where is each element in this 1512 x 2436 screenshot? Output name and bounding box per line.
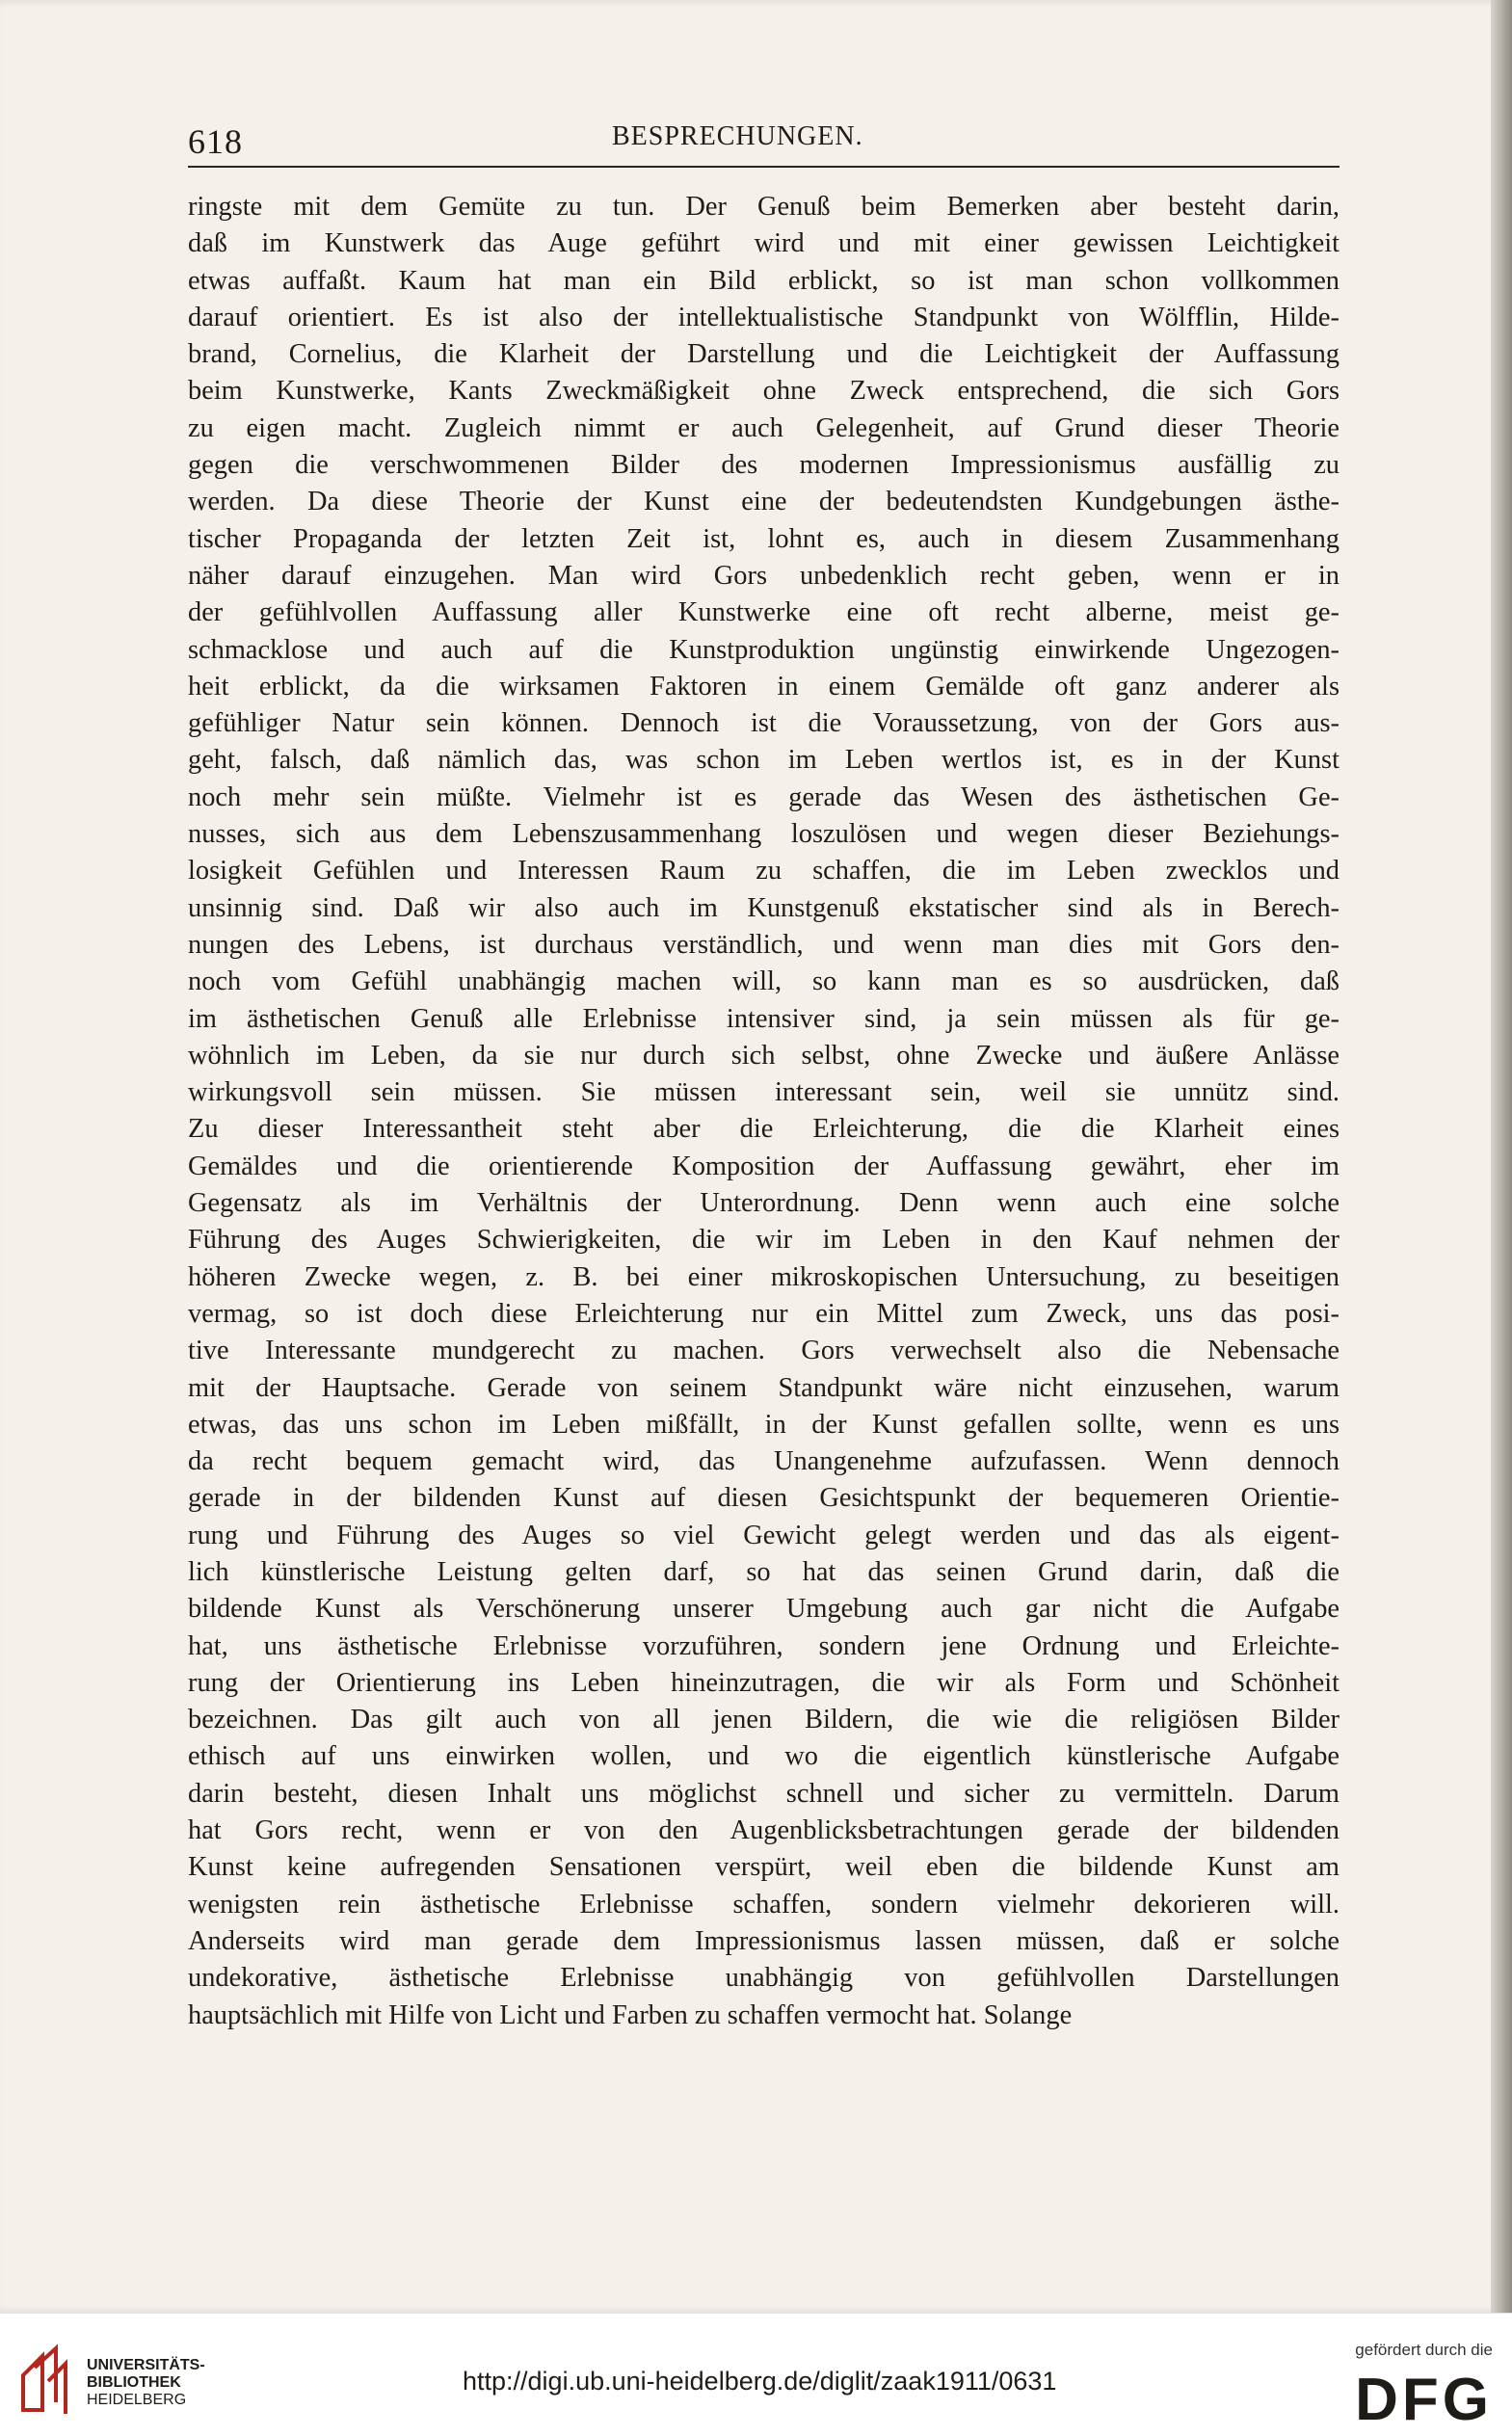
text-line: gegen die verschwommenen Bilder des modernen Impressionismus ausfällig zu — [188, 450, 1340, 481]
text-line: tive Interessante mundgerecht zu machen. Gors verwechselt also die Nebensache — [188, 1336, 1340, 1366]
text-line: ringste mit dem Gemüte zu tun. Der Genuß beim Bemerken aber besteht darin, — [188, 192, 1340, 222]
text-line: Führung des Auges Schwierigkeiten, die wir im Leben in den Kauf nehmen der — [188, 1225, 1340, 1256]
text-line: ethisch auf uns einwirken wollen, und wo die eigentlich künstlerische Aufgabe — [188, 1741, 1340, 1772]
source-url[interactable]: http://digi.ub.uni-heidelberg.de/diglit/zaak1911/0631 — [463, 2367, 1057, 2396]
text-line: mit der Hauptsache. Gerade von seinem Standpunkt wäre nicht einzusehen, warum — [188, 1372, 1340, 1403]
text-line: lich künstlerische Leistung gelten darf, so hat das seinen Grund darin, daß die — [188, 1556, 1340, 1587]
text-line: wirkungsvoll sein müssen. Sie müssen interessant sein, weil sie unnütz sind. — [188, 1077, 1340, 1108]
text-line: nungen des Lebens, ist durchaus verständlich, und wenn man dies mit Gors den- — [188, 929, 1340, 960]
text-line: hat, uns ästhetische Erlebnisse vorzuführen, sondern jene Ordnung und Erleichte- — [188, 1630, 1340, 1661]
text-line: Anderseits wird man gerade dem Impressionismus lassen müssen, daß er solche — [188, 1925, 1340, 1956]
library-name-line: HEIDELBERG — [87, 2392, 187, 2408]
library-name-line: UNIVERSITÄTS- — [87, 2357, 205, 2373]
text-line: undekorative, ästhetische Erlebnisse unabhängig von gefühlvollen Darstellungen — [188, 1963, 1340, 1994]
text-line: losigkeit Gefühlen und Interessen Raum zu schaffen, die im Leben zwecklos und — [188, 856, 1340, 887]
text-line: Gemäldes und die orientierende Komposition der Auffassung gewährt, eher im — [188, 1151, 1340, 1181]
text-line: gerade in der bildenden Kunst auf diesen Gesichtspunkt der bequemeren Orientie- — [188, 1483, 1340, 1514]
footer-bar — [0, 2313, 1512, 2436]
page-edge-shadow — [1491, 0, 1512, 2313]
text-line: vermag, so ist doch diese Erleichterung nur ein Mittel zum Zweck, uns das posi- — [188, 1298, 1340, 1329]
text-line: nusses, sich aus dem Lebenszusammenhang loszulösen und wegen dieser Beziehungs- — [188, 819, 1340, 850]
text-line: etwas, das uns schon im Leben mißfällt, in der Kunst gefallen sollte, wenn es uns — [188, 1409, 1340, 1440]
body-text — [188, 189, 1340, 2034]
library-name — [87, 2357, 205, 2409]
text-line: wenigsten rein ästhetische Erlebnisse schaffen, sondern vielmehr dekorieren will. — [188, 1889, 1340, 1920]
text-line: zu eigen macht. Zugleich nimmt er auch Gelegenheit, auf Grund dieser Theorie — [188, 412, 1340, 443]
text-line: der gefühlvollen Auffassung aller Kunstwerke eine oft recht alberne, meist ge- — [188, 597, 1340, 628]
text-line: tischer Propaganda der letzten Zeit ist, lohnt es, auch in diesem Zusammenhang — [188, 523, 1340, 554]
page-number: 618 — [188, 122, 243, 161]
text-line: hauptsächlich mit Hilfe von Licht und Farben zu schaffen vermocht hat. Solange — [188, 1999, 1073, 2030]
text-line: noch vom Gefühl unabhängig machen will, so kann man es so ausdrücken, daß — [188, 966, 1340, 997]
text-line: daß im Kunstwerk das Auge geführt wird und mit einer gewissen Leichtigkeit — [188, 228, 1340, 259]
dfg-logo: DFG — [1355, 2367, 1493, 2433]
text-line: höheren Zwecke wegen, z. B. bei einer mikroskopischen Untersuchung, zu beseitigen — [188, 1261, 1340, 1292]
text-line: gefühliger Natur sein können. Dennoch ist die Voraussetzung, von der Gors aus- — [188, 708, 1340, 739]
text-line: Zu dieser Interessantheit steht aber die Erleichterung, die die Klarheit eines — [188, 1114, 1340, 1145]
text-line: beim Kunstwerke, Kants Zweckmäßigkeit ohne Zweck entsprechend, die sich Gors — [188, 376, 1340, 407]
text-line: da recht bequem gemacht wird, das Unangenehme aufzufassen. Wenn dennoch — [188, 1446, 1340, 1477]
running-head — [188, 118, 1340, 168]
text-line: Kunst keine aufregenden Sensationen verspürt, weil eben die bildende Kunst am — [188, 1852, 1340, 1883]
text-line: Gegensatz als im Verhältnis der Unterordnung. Denn wenn auch eine solche — [188, 1188, 1340, 1219]
library-name-line: BIBLIOTHEK — [87, 2374, 181, 2391]
text-line: näher darauf einzugehen. Man wird Gors unbedenklich recht geben, wenn er in — [188, 560, 1340, 591]
text-line: hat Gors recht, wenn er von den Augenblicksbetrachtungen gerade der bildenden — [188, 1815, 1340, 1846]
text-line: darauf orientiert. Es ist also der intellektualistische Standpunkt von Wölfflin, Hilde- — [188, 302, 1340, 332]
text-line: heit erblickt, da die wirksamen Faktoren in einem Gemälde oft ganz anderer als — [188, 671, 1340, 702]
text-line: bezeichnen. Das gilt auch von all jenen Bildern, die wie die religiösen Bilder — [188, 1705, 1340, 1735]
text-line: schmacklose und auch auf die Kunstproduktion ungünstig einwirkende Ungezogen- — [188, 634, 1340, 665]
text-line: brand, Cornelius, die Klarheit der Darstellung und die Leichtigkeit der Auffassung — [188, 339, 1340, 370]
text-line: geht, falsch, daß nämlich das, was schon im Leben wertlos ist, es in der Kunst — [188, 745, 1340, 776]
text-line: rung der Orientierung ins Leben hineinzutragen, die wir als Form und Schönheit — [188, 1667, 1340, 1698]
text-line: unsinnig sind. Daß wir also auch im Kunstgenuß ekstatischer sind als in Berech- — [188, 892, 1340, 923]
header-title: BESPRECHUNGEN. — [612, 121, 863, 151]
text-line: werden. Da diese Theorie der Kunst eine der bedeutendsten Kundgebungen ästhe- — [188, 487, 1340, 517]
funder-note: gefördert durch die — [1355, 2341, 1493, 2359]
text-line: rung und Führung des Auges so viel Gewicht gelegt werden und das als eigent- — [188, 1520, 1340, 1550]
text-line: bildende Kunst als Verschönerung unserer Umgebung auch gar nicht die Aufgabe — [188, 1594, 1340, 1625]
text-line: noch mehr sein müßte. Vielmehr ist es gerade das Wesen des ästhetischen Ge- — [188, 781, 1340, 812]
text-line: im ästhetischen Genuß alle Erlebnisse intensiver sind, ja sein müssen als für ge- — [188, 1003, 1340, 1034]
text-line: etwas auffaßt. Kaum hat man ein Bild erblickt, so ist man schon vollkommen — [188, 265, 1340, 296]
library-logo-icon — [17, 2343, 71, 2420]
text-line: wöhnlich im Leben, da sie nur durch sich selbst, ohne Zwecke und äußere Anlässe — [188, 1040, 1340, 1071]
text-line: darin besteht, diesen Inhalt uns möglichst schnell und sicher zu vermitteln. Darum — [188, 1778, 1340, 1809]
